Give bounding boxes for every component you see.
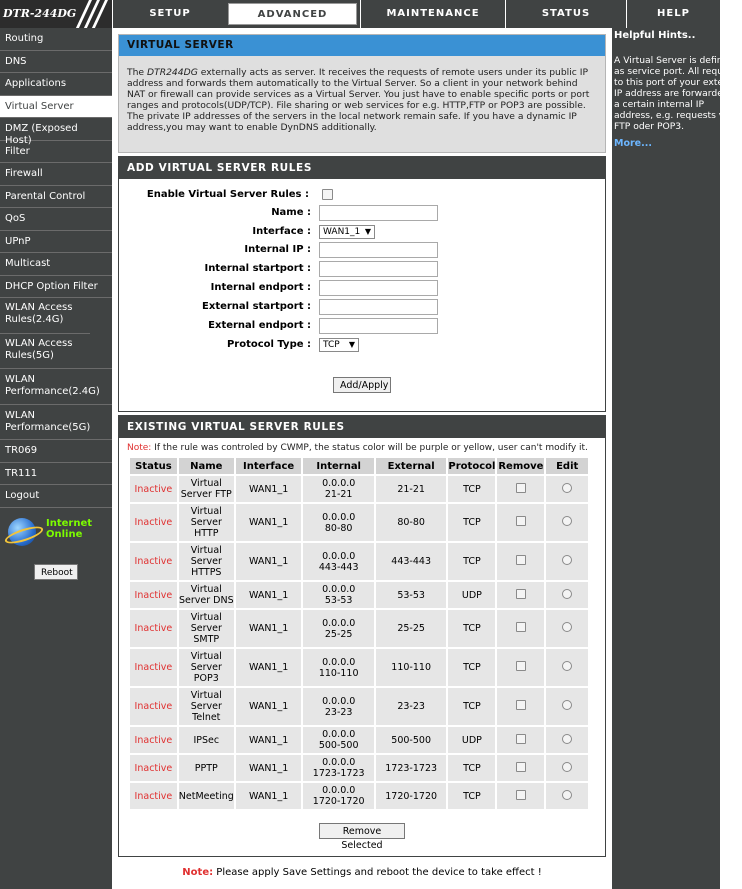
brand-model: DTR-244DG: [3, 7, 77, 20]
rule-interface: WAN1_1: [236, 688, 302, 725]
rule-status: Inactive: [130, 543, 177, 580]
rule-external: 1720-1720: [376, 783, 447, 809]
table-row: [130, 727, 588, 753]
external-end-input[interactable]: [319, 318, 438, 334]
status-line-1: Internet: [46, 518, 93, 529]
tab-status[interactable]: STATUS: [505, 0, 626, 28]
remove-checkbox[interactable]: [516, 483, 526, 493]
add-rules-title: ADD VIRTUAL SERVER RULES: [119, 157, 605, 179]
rule-external: 110-110: [376, 649, 447, 686]
rule-internal: [303, 610, 373, 647]
rule-internal-ports: 23-23: [324, 706, 353, 718]
col-edit: Edit: [546, 458, 588, 474]
external-start-label: External startport :: [202, 301, 311, 312]
remove-checkbox[interactable]: [516, 555, 526, 565]
sidebar-item-dns[interactable]: DNS: [0, 51, 112, 73]
sidebar-item-wlan-access-5g[interactable]: [0, 334, 112, 369]
rule-edit-cell: [546, 649, 588, 686]
table-row: [130, 649, 588, 686]
sidebar-item-logout[interactable]: Logout: [0, 485, 112, 508]
rule-edit-cell: [546, 688, 588, 725]
protocol-row: [119, 337, 605, 353]
save-settings-note: [112, 867, 612, 878]
remove-checkbox[interactable]: [516, 762, 526, 772]
sidebar-item-qos[interactable]: QoS: [0, 208, 112, 231]
rule-protocol: TCP: [448, 504, 495, 541]
rule-interface: WAN1_1: [236, 755, 302, 781]
rule-internal: [303, 543, 373, 580]
col-status: Status: [130, 458, 177, 474]
existing-rules-panel: [118, 415, 606, 857]
edit-radio[interactable]: [562, 700, 572, 710]
table-row: [130, 610, 588, 647]
info-text-start: The: [127, 67, 148, 78]
internal-end-label: Internal endport :: [210, 282, 311, 293]
edit-radio[interactable]: [562, 483, 572, 493]
rule-remove-cell: [497, 476, 544, 502]
chevron-down-icon: ▼: [364, 227, 371, 236]
internal-start-input[interactable]: [319, 261, 438, 277]
info-model: DTR244DG: [147, 67, 198, 78]
rule-internal-ports: 110-110: [318, 667, 359, 679]
sidebar: [0, 28, 112, 889]
rule-internal-ip: 0.0.0.0: [322, 478, 356, 489]
rule-name: NetMeeting: [179, 783, 234, 809]
sidebar-item-upnp[interactable]: UPnP: [0, 231, 112, 253]
internal-ip-input[interactable]: [319, 242, 438, 258]
name-row: [119, 205, 605, 221]
rule-internal-ip: 0.0.0.0: [322, 617, 356, 629]
rule-remove-cell: [497, 582, 544, 608]
external-start-input[interactable]: [319, 299, 438, 315]
rule-protocol: TCP: [448, 476, 495, 502]
rule-interface: WAN1_1: [236, 476, 302, 502]
enable-row: [119, 187, 605, 203]
hints-text: A Virtual Server is defined as service port. All requests to this port of your external IP address are forwarded to a certain internal IP address, e.g. requests via FTP oder POP3.: [614, 55, 742, 132]
hints-more-link[interactable]: More...: [614, 138, 652, 149]
remove-checkbox[interactable]: [516, 661, 526, 671]
rule-protocol: TCP: [448, 755, 495, 781]
remove-checkbox[interactable]: [516, 516, 526, 526]
edit-radio[interactable]: [562, 516, 572, 526]
rule-remove-cell: [497, 649, 544, 686]
rule-name-text: Virtual Server HTTP: [190, 506, 222, 539]
rule-name: [179, 610, 234, 647]
enable-checkbox[interactable]: [322, 189, 333, 200]
edit-radio[interactable]: [562, 790, 572, 800]
brand-logo: [0, 0, 112, 28]
rules-table: [128, 456, 590, 811]
sidebar-item-dmz[interactable]: DMZ (Exposed Host): [0, 118, 112, 141]
remove-checkbox[interactable]: [516, 622, 526, 632]
note-text: If the rule was controled by CWMP, the status color will be purple or yellow, user can't modify it.: [151, 443, 588, 453]
rule-status: Inactive: [130, 610, 177, 647]
rule-internal-ports: 25-25: [324, 628, 353, 640]
internal-ip-label: Internal IP :: [244, 244, 311, 255]
tab-advanced[interactable]: ADVANCED: [228, 3, 357, 25]
rule-edit-cell: [546, 610, 588, 647]
table-row: [130, 543, 588, 580]
rule-edit-cell: [546, 755, 588, 781]
rule-edit-cell: [546, 504, 588, 541]
remove-checkbox[interactable]: [516, 734, 526, 744]
table-header-row: [130, 458, 588, 474]
internet-status-text: [46, 518, 92, 540]
edit-radio[interactable]: [562, 622, 572, 632]
edit-radio[interactable]: [562, 555, 572, 565]
tab-setup[interactable]: SETUP: [112, 0, 227, 28]
rule-edit-cell: [546, 582, 588, 608]
rule-internal-ports: 80-80: [324, 522, 353, 534]
info-title: VIRTUAL SERVER: [119, 35, 605, 56]
rule-status: Inactive: [130, 504, 177, 541]
rule-status: Inactive: [130, 783, 177, 809]
rule-internal: [303, 504, 373, 541]
external-end-row: [119, 318, 605, 334]
rule-internal-ports: 21-21: [324, 489, 353, 500]
sidebar-item-tr069[interactable]: TR069: [0, 440, 112, 463]
rule-status: Inactive: [130, 688, 177, 725]
sidebar-item-firewall[interactable]: Firewall: [0, 163, 112, 186]
rule-name: [179, 504, 234, 541]
rule-protocol: UDP: [448, 582, 495, 608]
col-name: Name: [179, 458, 234, 474]
rule-name: [179, 649, 234, 686]
rule-internal-ip: 0.0.0.0: [322, 511, 356, 523]
interface-row: [119, 224, 605, 240]
rule-internal: [303, 755, 373, 781]
rule-status: Inactive: [130, 582, 177, 608]
rule-internal-ip: 0.0.0.0: [322, 695, 356, 707]
remove-checkbox[interactable]: [516, 700, 526, 710]
sidebar-item-wlan-access-24g[interactable]: WLAN Access Rules(2.4G): [0, 298, 90, 334]
rule-external: 53-53: [376, 582, 447, 608]
hints-title: Helpful Hints..: [614, 30, 696, 41]
internal-ip-row: [119, 242, 605, 258]
add-rules-panel: [118, 156, 606, 412]
main-content: [112, 28, 612, 889]
rule-internal-ports: 500-500: [318, 740, 359, 751]
remove-checkbox[interactable]: [516, 790, 526, 800]
note-label: Note:: [127, 443, 152, 453]
chevron-down-icon: ▼: [348, 340, 355, 349]
rule-protocol: TCP: [448, 610, 495, 647]
footer-note-label: Note:: [182, 867, 214, 878]
rule-internal-ip: 0.0.0.0: [322, 729, 356, 740]
rule-external: 1723-1723: [376, 755, 447, 781]
rule-internal-ip: 0.0.0.0: [322, 757, 356, 768]
rule-name-text: Virtual Server POP3: [190, 651, 222, 684]
rule-internal: [303, 476, 373, 502]
rule-internal: [303, 649, 373, 686]
edit-radio[interactable]: [562, 661, 572, 671]
rule-protocol: TCP: [448, 783, 495, 809]
rule-external: 80-80: [376, 504, 447, 541]
sidebar-item-label: WLAN Access Rules(5G): [5, 338, 73, 361]
sidebar-item-applications[interactable]: Applications: [0, 73, 112, 96]
edit-radio[interactable]: [562, 589, 572, 599]
rule-external: 23-23: [376, 688, 447, 725]
sidebar-item-label: WLAN Performance(5G): [5, 410, 91, 433]
rule-remove-cell: [497, 727, 544, 753]
col-protocol: Protocol: [448, 458, 495, 474]
sidebar-item-parental-control[interactable]: Parental Control: [0, 186, 112, 208]
rule-external: 21-21: [376, 476, 447, 502]
rule-external: 500-500: [376, 727, 447, 753]
rule-protocol: TCP: [448, 543, 495, 580]
tab-maintenance[interactable]: MAINTENANCE: [360, 0, 505, 28]
table-row: [130, 688, 588, 725]
footer-note-text: Please apply Save Settings and reboot the device to take effect !: [213, 867, 542, 878]
sidebar-item-label: WLAN Performance(2.4G): [5, 374, 100, 397]
interface-select[interactable]: [319, 225, 375, 239]
internet-status: [6, 518, 106, 548]
sidebar-item-virtual-server[interactable]: Virtual Server: [0, 96, 112, 118]
status-line-2: Online: [46, 529, 83, 540]
enable-label: Enable Virtual Server Rules :: [146, 189, 309, 200]
tab-help[interactable]: HELP: [626, 0, 720, 28]
external-start-row: [119, 299, 605, 315]
rule-internal: [303, 582, 373, 608]
rule-status: Inactive: [130, 649, 177, 686]
internal-end-row: [119, 280, 605, 296]
existing-rules-title: EXISTING VIRTUAL SERVER RULES: [119, 416, 605, 438]
info-text-rest: externally acts as server. It receives the requests of remote users under its public IP address and forwards them automatically to the Virtual Server. So a client in your network behind NAT or firewall can provide services as a Virtual Server. You just have to enable specific ports or port ranges and protocols(UDP/TCP). File sharing or web services for e.g. HTTP,FTP or POP3 are possible. The private IP addresses of the servers in the local network remain safe. If you have a dynamic IP address,you may want to enable DynDNS additionally.: [127, 67, 590, 133]
rule-name: IPSec: [179, 727, 234, 753]
rule-name: Virtual Server FTP: [180, 478, 232, 500]
rule-protocol: TCP: [448, 688, 495, 725]
table-row: [130, 783, 588, 809]
table-row: [130, 476, 588, 502]
info-description: [119, 56, 605, 133]
table-row: [130, 582, 588, 608]
rule-interface: WAN1_1: [236, 504, 302, 541]
col-remove: Remove: [497, 458, 544, 474]
rule-protocol: UDP: [448, 727, 495, 753]
rule-internal-ip: 0.0.0.0: [322, 656, 356, 668]
rule-internal-ip: 0.0.0.0: [322, 584, 356, 595]
rule-internal: [303, 688, 373, 725]
globe-icon: [8, 518, 36, 546]
rule-status: Inactive: [130, 476, 177, 502]
interface-label: Interface :: [252, 226, 311, 237]
protocol-value: TCP: [323, 340, 340, 350]
sidebar-item-tr111[interactable]: TR111: [0, 463, 112, 485]
cwmp-note: [127, 443, 588, 453]
helpful-hints-panel: [612, 28, 742, 889]
rule-remove-cell: [497, 504, 544, 541]
remove-checkbox[interactable]: [516, 589, 526, 599]
rule-interface: WAN1_1: [236, 582, 302, 608]
rule-remove-cell: [497, 688, 544, 725]
rule-name-text: Virtual Server Telnet: [190, 690, 222, 723]
name-label: Name :: [271, 207, 311, 218]
rule-remove-cell: [497, 610, 544, 647]
sidebar-item-dhcp-option-filter[interactable]: DHCP Option Filter: [0, 276, 112, 298]
add-apply-button[interactable]: Add/Apply: [333, 377, 391, 393]
rule-status: Inactive: [130, 755, 177, 781]
protocol-label: Protocol Type :: [226, 339, 311, 350]
rule-name: [179, 688, 234, 725]
rule-edit-cell: [546, 727, 588, 753]
sidebar-item-multicast[interactable]: Multicast: [0, 253, 112, 276]
rule-interface: WAN1_1: [236, 649, 302, 686]
interface-value: WAN1_1: [323, 227, 361, 237]
name-input[interactable]: [319, 205, 438, 221]
remove-selected-button[interactable]: Remove Selected: [319, 823, 405, 839]
rule-internal-ports: 1723-1723: [312, 768, 365, 779]
rule-interface: WAN1_1: [236, 783, 302, 809]
sidebar-item-filter[interactable]: Filter: [0, 141, 112, 163]
table-row: [130, 504, 588, 541]
rule-edit-cell: [546, 543, 588, 580]
rule-remove-cell: [497, 783, 544, 809]
external-end-label: External endport :: [208, 320, 311, 331]
internal-start-row: [119, 261, 605, 277]
rule-interface: WAN1_1: [236, 543, 302, 580]
virtual-server-info: [118, 34, 606, 153]
protocol-select[interactable]: [319, 338, 359, 352]
sidebar-item-wlan-performance-24g[interactable]: [0, 369, 112, 405]
col-external: External: [376, 458, 447, 474]
col-internal: Internal: [303, 458, 373, 474]
rule-protocol: TCP: [448, 649, 495, 686]
rule-internal: [303, 727, 373, 753]
rule-remove-cell: [497, 543, 544, 580]
sidebar-item-routing[interactable]: Routing: [0, 28, 112, 51]
rule-internal-ip: 0.0.0.0: [322, 785, 356, 796]
top-nav-bar: [0, 0, 720, 28]
rule-interface: WAN1_1: [236, 727, 302, 753]
rule-internal-ports: 443-443: [318, 561, 359, 573]
rule-name-text: Virtual Server SMTP: [190, 612, 222, 645]
col-interface: Interface: [236, 458, 302, 474]
rule-internal-ip: 0.0.0.0: [322, 550, 356, 562]
rule-internal-ports: 53-53: [324, 595, 353, 606]
rule-name: PPTP: [179, 755, 234, 781]
rule-name-text: Virtual Server HTTPS: [190, 545, 222, 578]
rule-internal-ports: 1720-1720: [312, 796, 365, 807]
rule-name: [179, 543, 234, 580]
edit-radio[interactable]: [562, 762, 572, 772]
rule-status: Inactive: [130, 727, 177, 753]
rule-edit-cell: [546, 476, 588, 502]
rule-external: 443-443: [376, 543, 447, 580]
reboot-button[interactable]: Reboot: [34, 564, 78, 580]
rule-name: Virtual Server DNS: [178, 584, 234, 606]
rule-internal: [303, 783, 373, 809]
edit-radio[interactable]: [562, 734, 572, 744]
internal-start-label: Internal startport :: [204, 263, 311, 274]
rule-external: 25-25: [376, 610, 447, 647]
rule-edit-cell: [546, 783, 588, 809]
internal-end-input[interactable]: [319, 280, 438, 296]
rule-remove-cell: [497, 755, 544, 781]
rule-interface: WAN1_1: [236, 610, 302, 647]
sidebar-item-wlan-performance-5g[interactable]: [0, 405, 112, 440]
table-row: [130, 755, 588, 781]
